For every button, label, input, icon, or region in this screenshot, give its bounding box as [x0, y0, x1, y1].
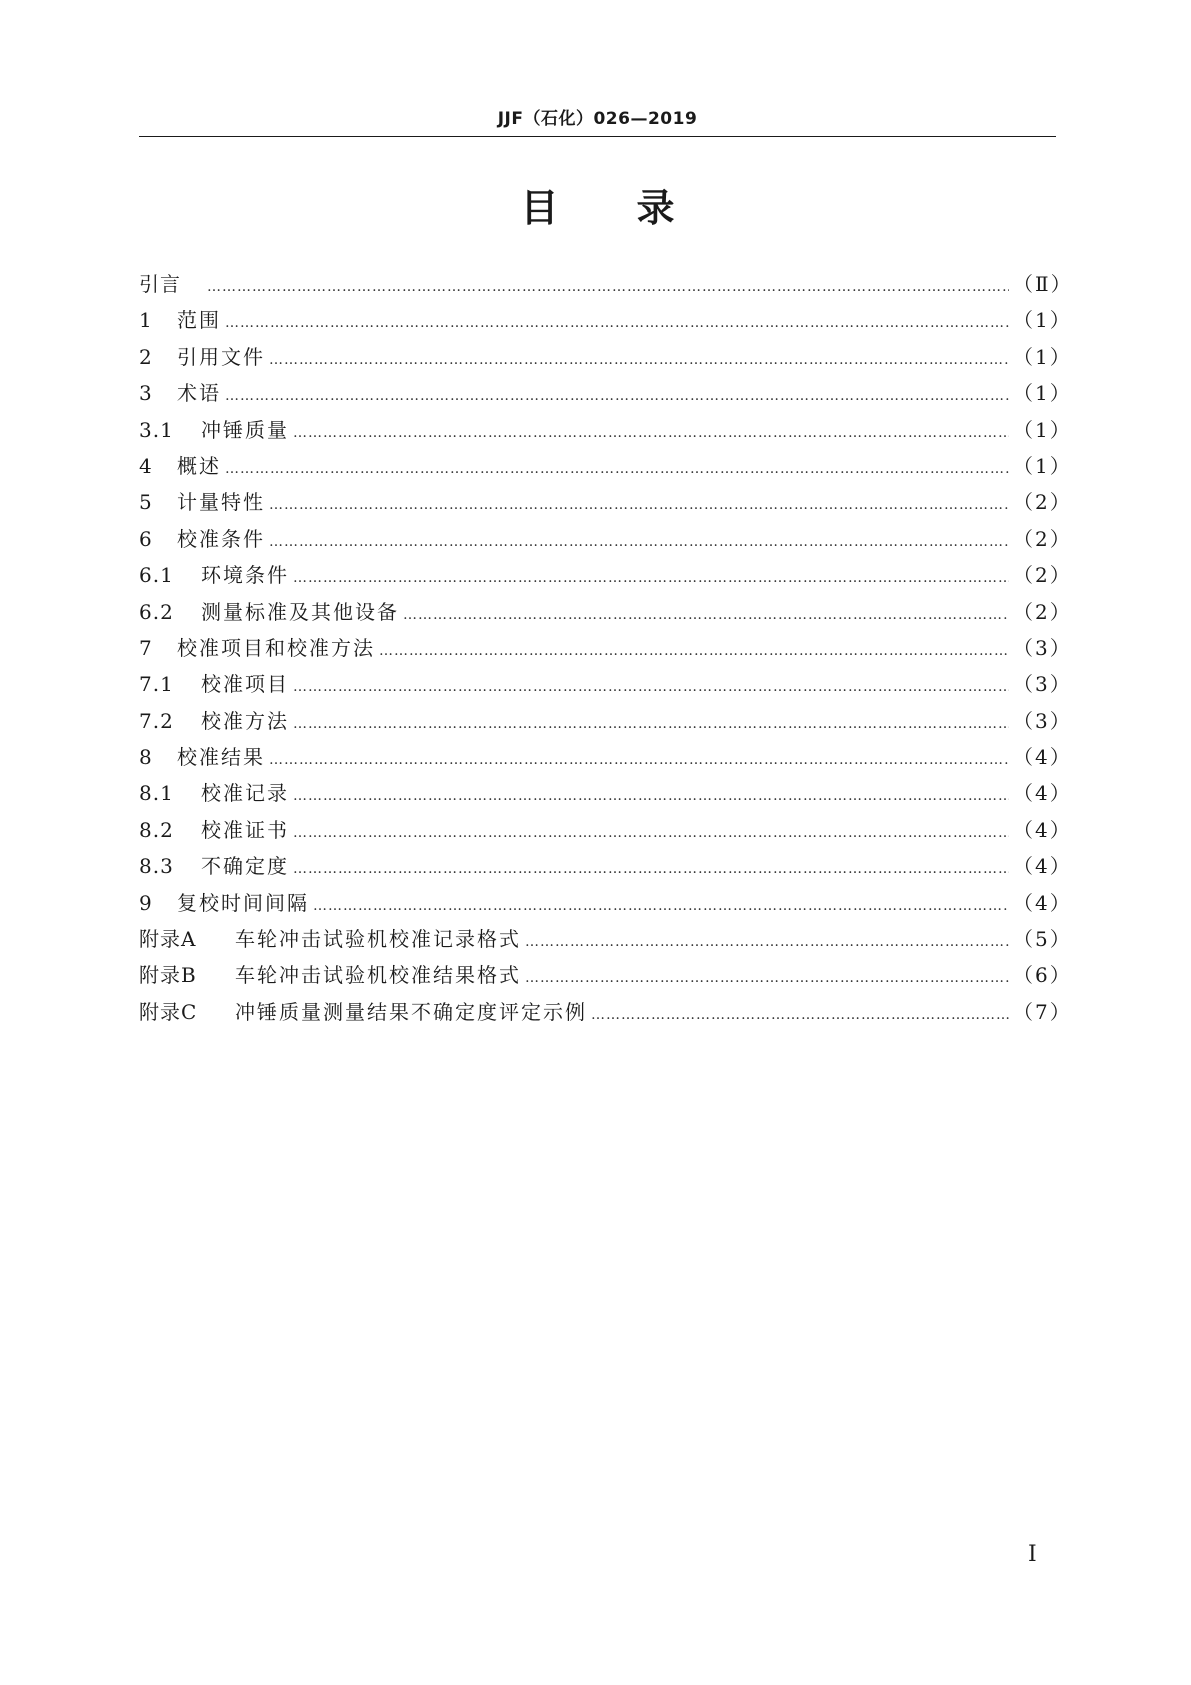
toc-entry-label: 校准证书 [201, 817, 289, 842]
toc-entry-8[interactable] [139, 739, 1072, 775]
toc-entry-page: （2） [1013, 599, 1072, 624]
toc-entry-page: （3） [1013, 708, 1072, 733]
toc-entry-8-3[interactable] [139, 848, 1072, 884]
toc-entry-9[interactable] [139, 885, 1072, 921]
toc-leader-dots [269, 742, 1009, 778]
toc-entry-label: 概述 [177, 453, 221, 478]
toc-entry-1[interactable] [139, 302, 1072, 338]
toc-entry-page: （1） [1013, 417, 1072, 442]
toc-entry-label: 校准方法 [201, 708, 289, 733]
toc-entry-number: 8.2 [139, 817, 174, 842]
toc-entry-number: 6.1 [139, 563, 174, 588]
toc-entry-label: 环境条件 [201, 563, 289, 588]
toc-leader-dots [269, 487, 1009, 523]
toc-entry-number: 6 [139, 526, 153, 551]
toc-leader-dots [269, 342, 1009, 378]
toc-entry-label: 冲锤质量 [201, 417, 289, 442]
toc-leader-dots [293, 669, 1009, 705]
toc-entry-page: （Ⅱ） [1013, 272, 1073, 296]
toc-entry-number: 附录A [139, 927, 197, 952]
toc-entry-page: （2） [1013, 563, 1072, 588]
toc-entry-page: （7） [1013, 999, 1072, 1024]
toc-entry-number: 8.1 [139, 781, 174, 806]
toc-entry-label: 引言 [139, 272, 181, 296]
toc-leader-dots [207, 269, 1009, 305]
toc-entry-4[interactable] [139, 448, 1072, 484]
toc-entry-label: 校准记录 [201, 781, 289, 806]
toc-entry-label: 冲锤质量测量结果不确定度评定示例 [235, 999, 587, 1024]
toc-entry-5[interactable] [139, 484, 1072, 520]
toc-leader-dots [293, 560, 1009, 596]
toc-leader-dots [525, 960, 1009, 996]
toc-entry-number: 附录B [139, 963, 197, 988]
toc-entry-number: 7 [139, 635, 153, 660]
toc-entry-page: （5） [1013, 927, 1072, 952]
toc-entry-2[interactable] [139, 339, 1072, 375]
toc-entry-6-1[interactable] [139, 557, 1072, 593]
toc-leader-dots [293, 706, 1009, 742]
toc-entry-label: 车轮冲击试验机校准记录格式 [235, 927, 521, 952]
toc-entry-page: （1） [1013, 344, 1072, 369]
toc-entry-number: 5 [139, 490, 153, 515]
toc-leader-dots [269, 524, 1009, 560]
toc-entry-number: 1 [139, 308, 153, 333]
toc-entry-label: 校准项目和校准方法 [177, 635, 375, 660]
toc-entry-number: 2 [139, 344, 153, 369]
toc-leader-dots [591, 997, 1009, 1033]
toc-leader-dots [293, 815, 1009, 851]
page-title: 目录 [520, 186, 753, 230]
toc-leader-dots [293, 415, 1009, 451]
toc-entry-3-1[interactable] [139, 412, 1072, 448]
toc-leader-dots [379, 633, 1009, 669]
toc-entry-page: （3） [1013, 635, 1072, 660]
toc-entry-label: 计量特性 [177, 490, 265, 515]
toc-entry-page: （1） [1013, 453, 1072, 478]
toc-entry-foreword[interactable] [139, 266, 1073, 302]
toc-entry-appendix-c[interactable] [139, 994, 1072, 1030]
toc-entry-page: （6） [1013, 963, 1072, 988]
toc-entry-label: 范围 [177, 308, 221, 333]
toc-entry-7-2[interactable] [139, 703, 1072, 739]
toc-entry-page: （2） [1013, 526, 1072, 551]
toc-entry-label: 测量标准及其他设备 [201, 599, 399, 624]
toc-entry-label: 车轮冲击试验机校准结果格式 [235, 963, 521, 988]
toc-leader-dots [313, 888, 1009, 924]
toc-entry-number: 3 [139, 381, 153, 406]
toc-leader-dots [293, 851, 1009, 887]
toc-leader-dots [525, 924, 1009, 960]
page-number: Ⅰ [1028, 1542, 1037, 1567]
toc-entry-number: 8 [139, 745, 153, 770]
toc-entry-8-1[interactable] [139, 775, 1072, 811]
toc-entry-page: （4） [1013, 854, 1072, 879]
toc-entry-number: 7.1 [139, 672, 174, 697]
toc-entry-label: 校准结果 [177, 745, 265, 770]
toc-entry-7-1[interactable] [139, 666, 1072, 702]
toc-entry-number: 8.3 [139, 854, 174, 879]
toc-entry-page: （1） [1013, 381, 1072, 406]
header-divider [139, 136, 1056, 137]
toc-entry-8-2[interactable] [139, 812, 1072, 848]
toc-entry-page: （3） [1013, 672, 1072, 697]
toc-entry-7[interactable] [139, 630, 1072, 666]
toc-entry-number: 6.2 [139, 599, 174, 624]
toc-entry-number: 9 [139, 890, 153, 915]
toc-leader-dots [225, 378, 1009, 414]
toc-entry-page: （4） [1013, 781, 1072, 806]
toc-entry-appendix-b[interactable] [139, 957, 1072, 993]
toc-entry-page: （2） [1013, 490, 1072, 515]
toc-entry-page: （4） [1013, 890, 1072, 915]
toc-entry-6-2[interactable] [139, 594, 1072, 630]
toc-entry-number: 7.2 [139, 708, 174, 733]
toc-entry-number: 3.1 [139, 417, 174, 442]
toc-entry-label: 校准条件 [177, 526, 265, 551]
toc-entry-page: （1） [1013, 308, 1072, 333]
toc-entry-label: 术语 [177, 381, 221, 406]
toc-entry-page: （4） [1013, 745, 1072, 770]
toc-entry-label: 引用文件 [177, 344, 265, 369]
toc-leader-dots [403, 597, 1009, 633]
toc-leader-dots [225, 451, 1009, 487]
toc-entry-number: 附录C [139, 999, 198, 1024]
toc-entry-3[interactable] [139, 375, 1072, 411]
toc-entry-label: 复校时间间隔 [177, 890, 309, 915]
toc-entry-label: 不确定度 [201, 854, 289, 879]
toc-entry-appendix-a[interactable] [139, 921, 1072, 957]
toc-entry-page: （4） [1013, 817, 1072, 842]
toc-leader-dots [293, 778, 1009, 814]
toc-entry-6[interactable] [139, 521, 1072, 557]
table-of-contents [139, 266, 1073, 1030]
toc-leader-dots [225, 305, 1009, 341]
standard-code-header: JJF（石化）026—2019 [497, 109, 698, 129]
toc-entry-number: 4 [139, 453, 153, 478]
toc-entry-label: 校准项目 [201, 672, 289, 697]
